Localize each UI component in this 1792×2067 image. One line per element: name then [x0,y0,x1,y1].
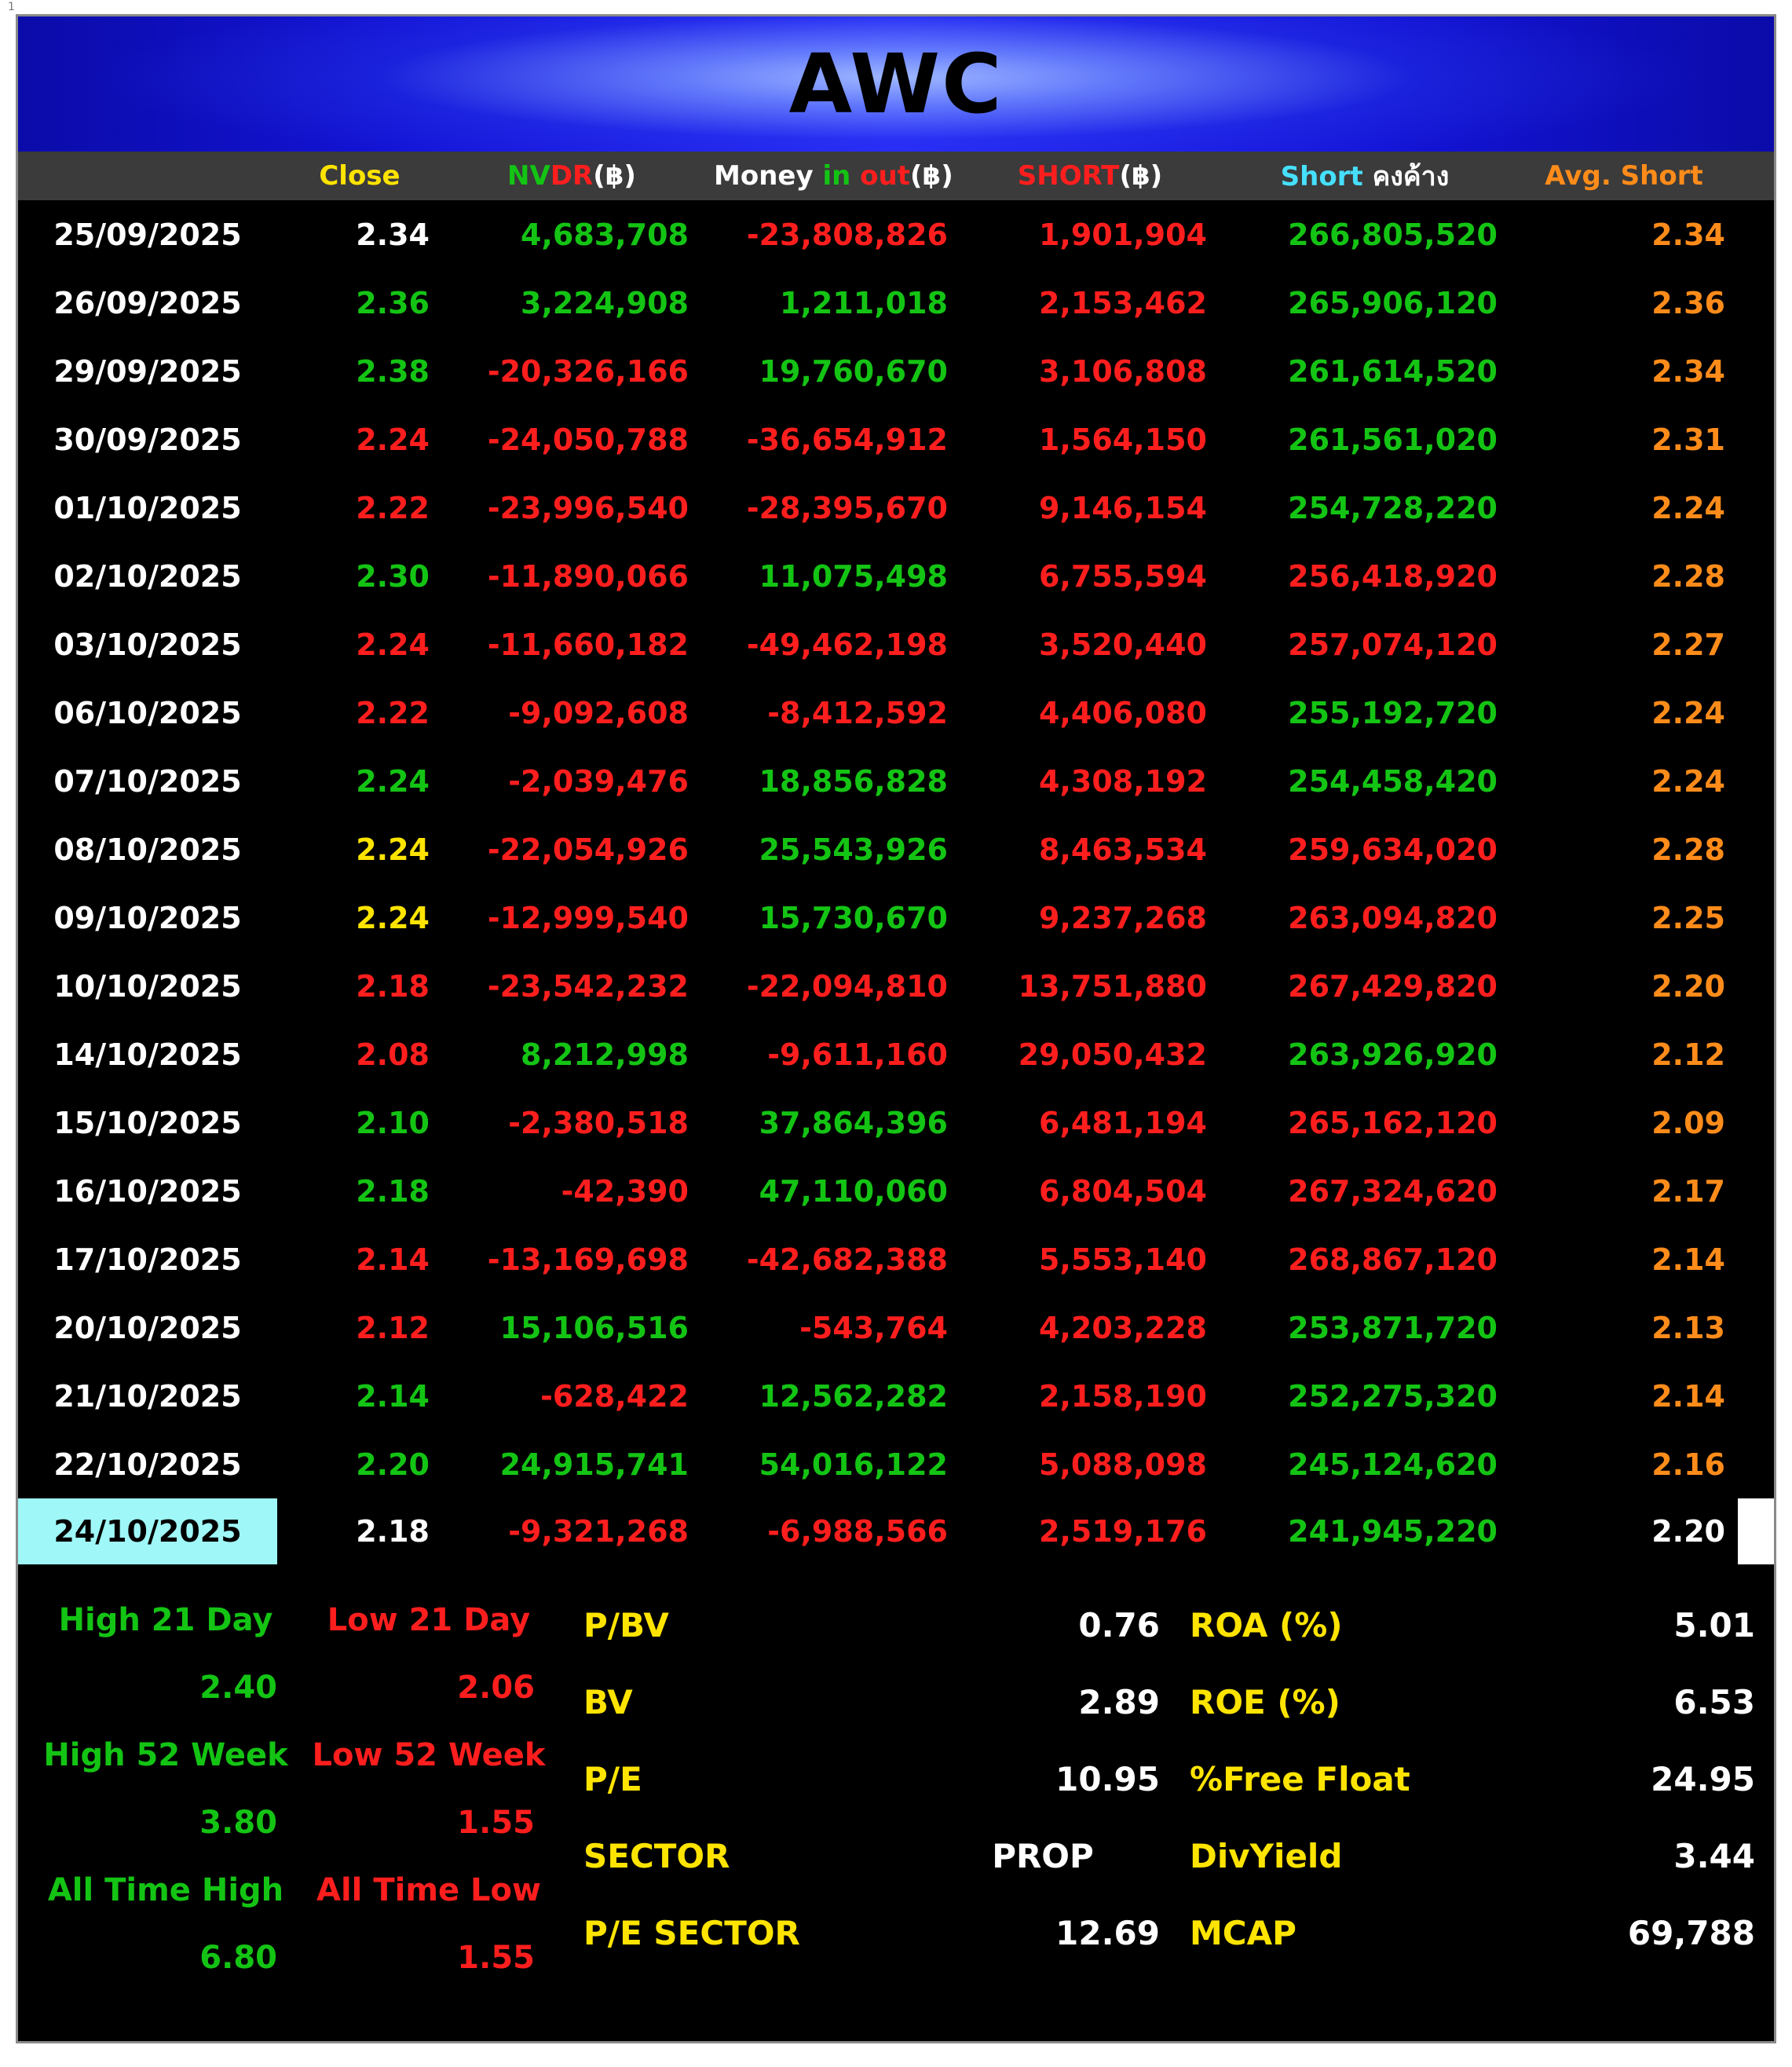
nvdr-nv-text: NV [507,160,550,192]
row-nvdr: -11,660,182 [487,627,689,662]
money-unit-text: (฿) [910,160,953,192]
pe-sector-value: 12.69 [1055,1913,1160,1952]
row-avg-short: 2.24 [1651,763,1725,799]
price-range-stats [18,1586,568,2004]
row-short-value: 2,519,176 [960,1498,1220,1564]
row-date: 06/10/2025 [53,695,242,730]
row-money-flow: -9,611,160 [767,1037,948,1072]
row-close: 2.14 [356,1378,430,1414]
row-date: 14/10/2025 [53,1037,242,1072]
all-time-high-label: All Time High [47,1872,284,1908]
high-52week-value: 3.80 [199,1805,277,1841]
row-avg-short: 2.20 [1510,1498,1738,1564]
free-float-label: %Free Float [1190,1759,1410,1798]
row-short-outstanding: 255,192,720 [1288,695,1498,730]
row-nvdr: -42,390 [561,1173,689,1209]
table-row[interactable] [18,1362,1774,1430]
row-close: 2.08 [356,1037,430,1072]
row-money-flow: 47,110,060 [759,1173,948,1209]
short-out-text: Short [1280,161,1363,192]
stat-row-pesector-mcap [583,1894,1774,1971]
table-row[interactable] [18,1225,1774,1293]
row-money-flow: -28,395,670 [746,490,948,525]
row-nvdr: -9,321,268 [442,1498,701,1564]
row-avg-short: 2.24 [1651,695,1725,730]
row-avg-short: 2.14 [1651,1378,1725,1414]
row-avg-short: 2.34 [1651,353,1725,389]
row-avg-short: 2.16 [1651,1447,1725,1482]
bv-value: 2.89 [1078,1682,1160,1721]
bv-label: BV [583,1682,633,1721]
low-52week-value: 1.55 [457,1805,535,1841]
range-21day-labels [32,1586,568,1654]
row-money-flow: 18,856,828 [759,763,948,799]
row-close: 2.24 [356,832,430,867]
high-52week-label: High 52 Week [43,1737,288,1773]
row-short-value: 3,106,808 [1039,353,1207,389]
row-short-value: 6,804,504 [1039,1173,1207,1209]
page-title: AWC [788,36,1004,132]
row-money-flow: 19,760,670 [759,353,948,389]
row-date: 02/10/2025 [53,558,242,594]
row-date: 03/10/2025 [53,627,242,662]
row-nvdr: -24,050,788 [487,422,689,457]
row-close: 2.24 [356,763,430,799]
row-money-flow: 54,016,122 [759,1447,948,1482]
stat-row-bv-roe [583,1663,1774,1740]
roa-value: 5.01 [1673,1605,1755,1644]
row-money-flow: -36,654,912 [746,422,948,457]
mcap-value: 69,788 [1627,1913,1755,1952]
roa-label: ROA (%) [1190,1605,1343,1644]
row-nvdr: 4,683,708 [521,217,689,252]
free-float-value: 24.95 [1651,1759,1755,1798]
row-nvdr: -2,039,476 [508,763,689,799]
row-close: 2.20 [356,1447,430,1482]
row-date: 24/10/2025 [18,1498,277,1564]
table-row[interactable] [18,337,1774,405]
stat-row-pbv-roa [583,1586,1774,1663]
column-header-short [960,160,1220,192]
row-short-value: 2,153,462 [1039,285,1207,320]
row-short-value: 8,463,534 [1039,832,1207,867]
row-short-value: 29,050,432 [1018,1037,1207,1072]
row-date: 25/09/2025 [53,217,242,252]
row-close: 2.12 [356,1310,430,1345]
money-in-text: in [822,160,851,192]
stat-row-pe-freefloat [583,1740,1774,1817]
row-short-value: 13,751,880 [1018,968,1207,1004]
row-short-value: 6,481,194 [1039,1105,1207,1140]
row-nvdr: -628,422 [540,1378,689,1414]
row-close: 2.22 [356,490,430,525]
row-close: 2.36 [356,285,430,320]
pbv-value: 0.76 [1078,1605,1160,1644]
row-date: 10/10/2025 [53,968,242,1004]
row-short-value: 4,203,228 [1039,1310,1207,1345]
row-short-value: 2,158,190 [1039,1378,1207,1414]
row-short-outstanding: 268,867,120 [1288,1242,1498,1277]
row-avg-short: 2.13 [1651,1310,1725,1345]
row-date: 17/10/2025 [53,1242,242,1277]
row-avg-short: 2.27 [1651,627,1725,662]
row-close: 2.18 [356,968,430,1004]
row-nvdr: 24,915,741 [499,1447,689,1482]
all-time-low-label: All Time Low [316,1872,541,1908]
sector-value: PROP [992,1836,1094,1875]
money-out-text: out [860,160,910,192]
row-close: 2.18 [277,1498,442,1564]
row-close: 2.24 [356,900,430,935]
divyield-value: 3.44 [1673,1836,1755,1875]
row-close: 2.34 [356,217,430,252]
high-21day-value: 2.40 [199,1670,277,1706]
row-short-outstanding: 267,429,820 [1288,968,1498,1004]
row-close: 2.24 [356,422,430,457]
row-date: 07/10/2025 [53,763,242,799]
row-date: 20/10/2025 [53,1310,242,1345]
alltime-values [32,1924,568,1992]
table-row[interactable] [18,1293,1774,1362]
nvdr-dr-text: DR [550,160,594,192]
row-nvdr: -2,380,518 [508,1105,689,1140]
low-21day-value: 2.06 [457,1670,535,1706]
low-21day-label: Low 21 Day [327,1602,531,1638]
column-header-money [701,160,960,192]
row-nvdr: -23,996,540 [487,490,689,525]
header-banner [18,16,1774,152]
table-row[interactable] [18,610,1774,679]
row-date: 01/10/2025 [53,490,242,525]
row-date: 09/10/2025 [53,900,242,935]
low-52week-label: Low 52 Week [312,1737,546,1773]
row-short-value: 6,755,594 [1039,558,1207,594]
row-close: 2.10 [356,1105,430,1140]
row-avg-short: 2.31 [1651,422,1725,457]
row-money-flow: 25,543,926 [759,832,948,867]
table-row[interactable] [18,952,1774,1020]
row-close: 2.30 [356,558,430,594]
table-row[interactable] [18,884,1774,952]
row-short-value: 5,088,098 [1039,1447,1207,1482]
table-row[interactable] [18,1157,1774,1225]
row-money-flow: 1,211,018 [780,285,948,320]
table-row[interactable] [18,747,1774,815]
table-row[interactable] [18,405,1774,474]
row-money-flow: 37,864,396 [759,1105,948,1140]
row-money-flow: -23,808,826 [746,217,948,252]
row-nvdr: -20,326,166 [487,353,689,389]
row-close: 2.38 [356,353,430,389]
row-short-outstanding: 245,124,620 [1288,1447,1498,1482]
row-money-flow: 12,562,282 [759,1378,948,1414]
column-header-nvdr [442,160,701,192]
pbv-label: P/BV [583,1605,669,1644]
row-short-outstanding: 266,805,520 [1288,217,1498,252]
table-column-headers [18,152,1774,200]
row-nvdr: 8,212,998 [521,1037,689,1072]
pe-sector-label: P/E SECTOR [583,1913,800,1952]
table-row[interactable] [18,1430,1774,1498]
row-money-flow: -42,682,388 [746,1242,948,1277]
row-avg-short: 2.28 [1651,558,1725,594]
row-money-flow: -49,462,198 [746,627,948,662]
table-row[interactable] [18,200,1774,269]
table-row[interactable] [18,679,1774,747]
table-row[interactable] [18,269,1774,337]
row-short-value: 1,901,904 [1039,217,1207,252]
row-short-outstanding: 254,728,220 [1288,490,1498,525]
range-52week-values [32,1789,568,1857]
row-date: 08/10/2025 [53,832,242,867]
row-short-value: 5,553,140 [1039,1242,1207,1277]
row-nvdr: -13,169,698 [487,1242,689,1277]
row-short-value: 3,520,440 [1039,627,1207,662]
row-short-outstanding: 241,945,220 [1220,1498,1510,1564]
row-nvdr: 3,224,908 [521,285,689,320]
row-short-value: 4,308,192 [1039,763,1207,799]
row-close: 2.14 [356,1242,430,1277]
stat-row-sector-divyield [583,1817,1774,1894]
row-money-flow: -543,764 [799,1310,948,1345]
row-date: 26/09/2025 [53,285,242,320]
column-header-avg-short: Avg. Short [1545,160,1703,192]
row-nvdr: -23,542,232 [487,968,689,1004]
short-out-th-text: คงค้าง [1372,161,1450,192]
data-table-body [18,200,1774,1564]
row-money-flow: -22,094,810 [746,968,948,1004]
pe-label: P/E [583,1759,642,1798]
row-money-flow: 15,730,670 [759,900,948,935]
row-short-outstanding: 257,074,120 [1288,627,1498,662]
row-nvdr: 15,106,516 [499,1310,689,1345]
row-date: 30/09/2025 [53,422,242,457]
row-avg-short: 2.20 [1651,968,1725,1004]
row-close: 2.24 [356,627,430,662]
table-row[interactable] [18,1088,1774,1157]
table-row[interactable] [18,542,1774,610]
short-unit-text: (฿) [1119,160,1163,192]
row-short-outstanding: 253,871,720 [1288,1310,1498,1345]
row-short-outstanding: 265,906,120 [1288,285,1498,320]
row-date: 29/09/2025 [53,353,242,389]
high-21day-label: High 21 Day [58,1602,273,1638]
row-money-flow: -6,988,566 [701,1498,960,1564]
table-row-latest[interactable] [18,1498,1774,1564]
pe-value: 10.95 [1055,1759,1160,1798]
row-nvdr: -12,999,540 [487,900,689,935]
row-avg-short: 2.25 [1651,900,1725,935]
roe-value: 6.53 [1673,1682,1755,1721]
row-date: 16/10/2025 [53,1173,242,1209]
row-short-value: 4,406,080 [1039,695,1207,730]
row-avg-short: 2.34 [1651,217,1725,252]
row-money-flow: 11,075,498 [759,558,948,594]
row-avg-short: 2.36 [1651,285,1725,320]
row-short-outstanding: 261,561,020 [1288,422,1498,457]
row-short-outstanding: 265,162,120 [1288,1105,1498,1140]
row-short-outstanding: 252,275,320 [1288,1378,1498,1414]
row-date: 21/10/2025 [53,1378,242,1414]
short-text: SHORT [1017,160,1120,192]
row-nvdr: -11,890,066 [487,558,689,594]
row-date: 15/10/2025 [53,1105,242,1140]
row-avg-short: 2.12 [1651,1037,1725,1072]
range-52week-labels [32,1721,568,1789]
row-avg-short: 2.09 [1651,1105,1725,1140]
row-close: 2.22 [356,695,430,730]
stock-summary-card [16,14,1776,2043]
roe-label: ROE (%) [1190,1682,1340,1721]
row-short-outstanding: 263,926,920 [1288,1037,1498,1072]
table-row[interactable] [18,1020,1774,1088]
row-close: 2.18 [356,1173,430,1209]
sector-label: SECTOR [583,1836,730,1875]
row-short-outstanding: 259,634,020 [1288,832,1498,867]
row-avg-short: 2.24 [1651,490,1725,525]
row-nvdr: -9,092,608 [508,695,689,730]
row-short-outstanding: 254,458,420 [1288,763,1498,799]
range-21day-values [32,1654,568,1721]
all-time-low-value: 1.55 [457,1940,535,1976]
row-avg-short: 2.28 [1651,832,1725,867]
table-row[interactable] [18,815,1774,884]
table-row[interactable] [18,474,1774,542]
stats-footer [18,1564,1774,2004]
row-nvdr: -22,054,926 [487,832,689,867]
fundamental-stats [568,1586,1774,2004]
row-short-outstanding: 267,324,620 [1288,1173,1498,1209]
nvdr-unit-text: (฿) [593,160,636,192]
row-short-value: 1,564,150 [1039,422,1207,457]
column-header-close: Close [319,160,400,192]
row-avg-short: 2.17 [1651,1173,1725,1209]
row-money-flow: -8,412,592 [767,695,948,730]
alltime-labels [32,1857,568,1924]
money-text: Money [714,160,814,192]
row-short-outstanding: 256,418,920 [1288,558,1498,594]
row-short-outstanding: 263,094,820 [1288,900,1498,935]
corner-mark: 1 [8,1,15,13]
row-short-value: 9,237,268 [1039,900,1207,935]
all-time-high-value: 6.80 [199,1940,277,1976]
column-header-short-outstanding [1220,155,1510,197]
row-short-outstanding: 261,614,520 [1288,353,1498,389]
row-date: 22/10/2025 [53,1447,242,1482]
divyield-label: DivYield [1190,1836,1343,1875]
row-avg-short: 2.14 [1651,1242,1725,1277]
mcap-label: MCAP [1190,1913,1296,1952]
row-short-value: 9,146,154 [1039,490,1207,525]
